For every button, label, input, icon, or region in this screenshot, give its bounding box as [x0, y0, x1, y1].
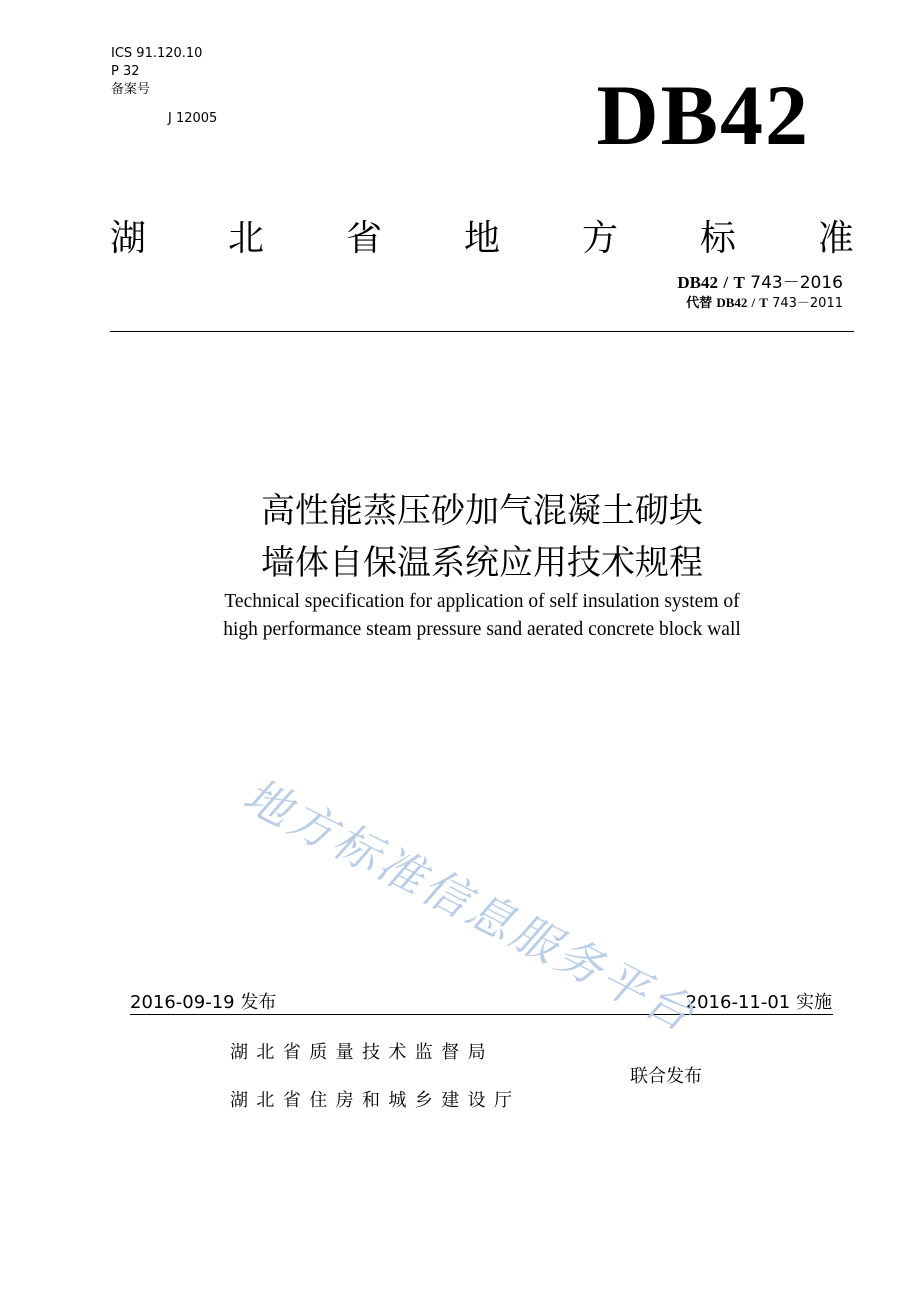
standard-number-slash: / — [723, 273, 729, 292]
issuer-housing-department: 湖北省住房和城乡建设厅 — [230, 1090, 521, 1111]
j-code: J 12005 — [168, 111, 218, 126]
title-cn-line1: 高性能蒸压砂加气混凝土砌块 — [261, 491, 703, 531]
standard-type — [110, 213, 854, 265]
header-divider — [110, 331, 854, 332]
watermark-text: 地方标准信息服务平台 — [235, 767, 706, 1043]
title-en-line1: Technical specification for application of self insulation system of — [224, 591, 740, 612]
replaced-standard — [686, 294, 843, 313]
standard-type-char: 地 — [463, 218, 500, 259]
standard-number-prefix: DB42 — [677, 273, 718, 292]
replace-rest: 743－2011 — [772, 296, 843, 311]
implement-date: 2016-11-01 实施 — [685, 992, 832, 1013]
standard-number-t: T — [733, 273, 745, 292]
p-code: P 32 — [111, 64, 140, 79]
replace-prefix: DB42 — [716, 295, 748, 310]
db42-logo: DB42 — [596, 67, 810, 163]
title-en-line2: high performance steam pressure sand aerated concrete block wall — [223, 619, 741, 640]
joint-release-label: 联合发布 — [630, 1066, 702, 1087]
standard-type-char: 北 — [227, 218, 264, 259]
standard-type-char: 准 — [817, 218, 854, 259]
replace-t: T — [759, 295, 768, 310]
ics-code: ICS 91.120.10 — [111, 46, 203, 61]
title-cn-line2: 墙体自保温系统应用技术规程 — [261, 543, 703, 583]
replace-slash: / — [751, 295, 756, 310]
standard-type-char: 湖 — [110, 218, 147, 259]
issuer-quality-bureau: 湖北省质量技术监督局 — [230, 1042, 494, 1063]
standard-type-char: 标 — [699, 218, 736, 259]
footer-divider — [130, 1014, 833, 1015]
standard-number — [677, 272, 843, 294]
replace-label: 代替 — [686, 296, 713, 311]
issue-date: 2016-09-19 发布 — [130, 992, 277, 1013]
standard-type-char: 省 — [345, 218, 382, 259]
beian-label: 备案号 — [111, 82, 151, 97]
standard-type-char: 方 — [581, 218, 618, 259]
standard-number-rest: 743－2016 — [750, 273, 843, 293]
